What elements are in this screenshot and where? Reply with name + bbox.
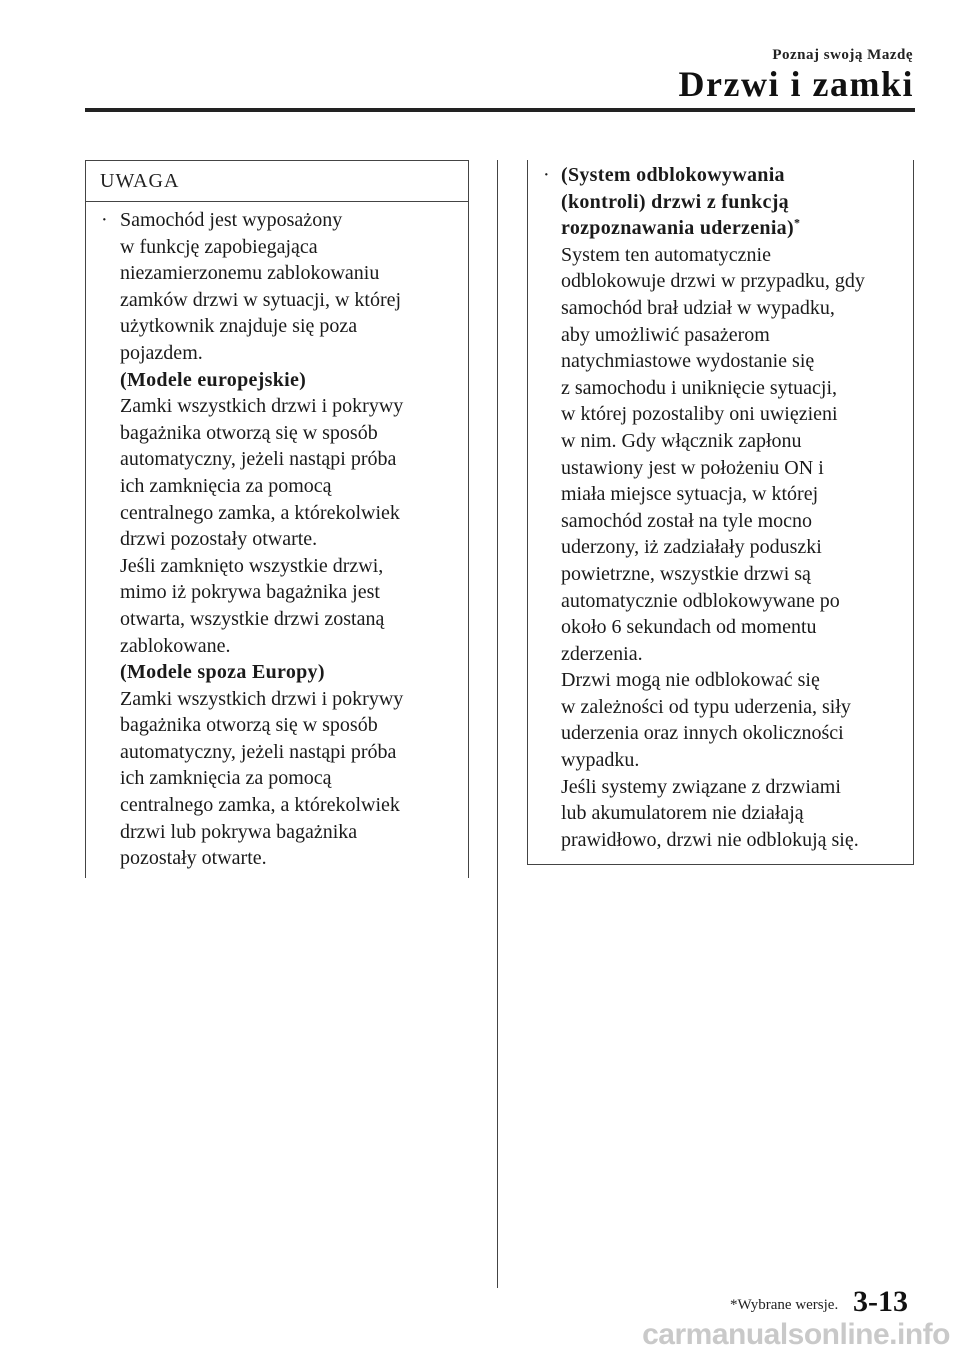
body-line: uderzenia oraz innych okoliczności	[561, 722, 844, 745]
notice-subheading: (Modele europejskie)	[120, 368, 307, 391]
body-line: wypadku.	[561, 749, 640, 772]
body-line: lub akumulatorem nie działają	[561, 802, 804, 825]
notice-heading: UWAGA	[86, 161, 468, 202]
notice-box	[85, 160, 469, 878]
body-line: prawidłowo, drzwi nie odblokują się.	[561, 828, 859, 851]
notice-line: bagażnika otworzą się w sposób	[120, 421, 378, 444]
notice-line: Zamki wszystkich drzwi i pokrywy	[120, 395, 404, 418]
notice-line: Zamki wszystkich drzwi i pokrywy	[120, 687, 404, 710]
watermark: carmanualsonline.info	[642, 1318, 950, 1351]
page-number: 3-13	[853, 1285, 908, 1318]
body-line: w której pozostaliby oni uwięzieni	[561, 403, 838, 426]
notice-line: zablokowane.	[120, 634, 231, 657]
notice-line: drzwi pozostały otwarte.	[120, 528, 318, 551]
body-line: odblokowuje drzwi w przypadku, gdy	[561, 270, 865, 293]
notice-line: pozostały otwarte.	[120, 847, 267, 870]
body-line: powietrzne, wszystkie drzwi są	[561, 562, 811, 585]
notice-subheading: (Modele spoza Europy)	[120, 661, 325, 684]
body-line: Drzwi mogą nie odblokować się	[561, 669, 820, 692]
body-line: z samochodu i uniknięcie sytuacji,	[561, 376, 838, 399]
notice-line: Jeśli zamknięto wszystkie drzwi,	[120, 554, 384, 577]
section-label: Poznaj swoją Mazdę	[772, 47, 913, 63]
body-line: w zależności od typu uderzenia, siły	[561, 695, 851, 718]
notice-line: automatyczny, jeżeli nastąpi próba	[120, 448, 397, 471]
notice-line: pojazdem.	[120, 341, 203, 364]
notice-body	[86, 202, 468, 872]
body-line: w nim. Gdy włącznik zapłonu	[561, 429, 802, 452]
bullet-marker: ·	[543, 164, 550, 186]
impact-unlock-body	[528, 160, 913, 853]
body-line: natychmiastowe wydostanie się	[561, 350, 815, 373]
notice-line: niezamierzonemu zablokowaniu	[120, 262, 380, 285]
header-rule	[85, 108, 915, 112]
impact-unlock-section	[527, 160, 914, 865]
section-heading-text: rozpoznawania uderzenia)	[561, 217, 794, 240]
body-line: System ten automatycznie	[561, 243, 771, 266]
section-heading-text: (kontroli) drzwi z funkcją	[561, 190, 789, 213]
notice-line: ich zamknięcia za pomocą	[120, 474, 332, 497]
body-line: miała miejsce sytuacja, w której	[561, 483, 819, 506]
body-line: Jeśli systemy związane z drzwiami	[561, 775, 841, 798]
notice-line: centralnego zamka, a którekolwiek	[120, 501, 400, 524]
footnote: *Wybrane wersje.	[730, 1297, 839, 1313]
notice-line: bagażnika otworzą się w sposób	[120, 714, 378, 737]
body-line: zderzenia.	[561, 642, 643, 665]
notice-line: Samochód jest wyposażony	[120, 209, 343, 231]
notice-line: otwarta, wszystkie drzwi zostaną	[120, 607, 385, 630]
body-line: uderzony, iż zadziałały poduszki	[561, 536, 822, 559]
section-heading-line	[561, 215, 913, 242]
body-line: około 6 sekundach od momentu	[561, 616, 817, 639]
body-line: aby umożliwić pasażerom	[561, 323, 770, 346]
column-divider	[497, 160, 498, 1288]
notice-line: ich zamknięcia za pomocą	[120, 767, 332, 790]
body-line: automatycznie odblokowywane po	[561, 589, 840, 612]
page-title: Drzwi i zamki	[678, 64, 914, 104]
notice-line: zamków drzwi w sytuacji, w której	[120, 288, 402, 311]
notice-line: w funkcję zapobiegająca	[120, 235, 318, 258]
notice-line: użytkownik znajduje się poza	[120, 315, 358, 338]
optional-equipment-marker: *	[793, 215, 801, 230]
body-line: samochód został na tyle mocno	[561, 509, 813, 532]
body-line: samochód brał udział w wypadku,	[561, 296, 835, 319]
section-heading-line	[561, 189, 913, 216]
notice-line: drzwi lub pokrywa bagażnika	[120, 820, 358, 843]
notice-line: automatyczny, jeżeli nastąpi próba	[120, 740, 397, 763]
notice-line: mimo iż pokrywa bagażnika jest	[120, 581, 380, 604]
body-line: ustawiony jest w położeniu ON i	[561, 456, 824, 479]
notice-line: centralnego zamka, a którekolwiek	[120, 794, 400, 817]
section-heading-line	[561, 162, 913, 189]
bullet-marker: ·	[101, 209, 108, 231]
section-heading-text: (System odblokowywania	[561, 164, 785, 186]
